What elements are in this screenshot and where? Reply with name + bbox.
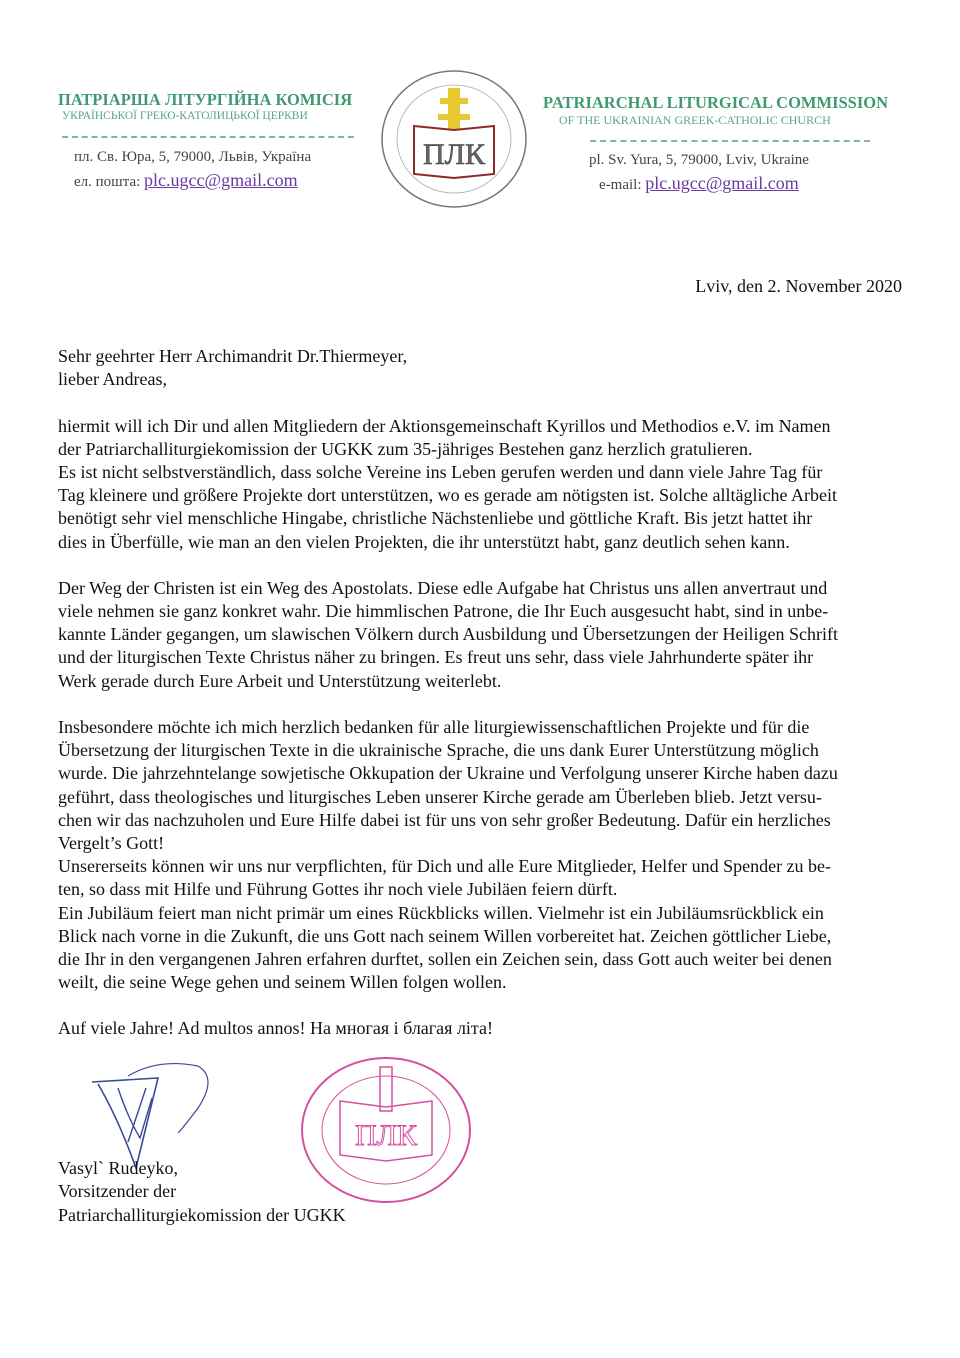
paragraph-gap (58, 994, 918, 1017)
ua-contact (74, 146, 311, 194)
ua-title: ПАТРІАРША ЛІТУРГІЙНА КОМІСІЯ (58, 90, 353, 109)
en-email-label: e-mail: (599, 177, 642, 193)
ua-email-label: ел. пошта: (74, 174, 141, 190)
text-line: der Patriarchalliturgiekomission der UGKK zum 35-jähriges Bestehen ganz herzlich gratulieren. (58, 438, 753, 459)
closing-blessing (58, 1017, 918, 1040)
text-line: Es ist nicht selbstverständlich, dass solche Vereine ins Leben gerufen werden und dann viele Jahre Tag für (58, 461, 823, 482)
text-line: Tag kleinere und größere Projekte dort unterstützen, wo es gerade am nötigsten ist. Solche alltägliche Arbeit (58, 485, 838, 506)
svg-text:ПЛК: ПЛК (422, 138, 486, 171)
svg-text:ПЛК: ПЛК (354, 1119, 418, 1152)
en-subtitle: OF THE UKRAINIAN GREEK-CATHOLIC CHURCH (559, 113, 831, 127)
signer-organization: Patriarchalliturgiekomission der UGKK (58, 1204, 346, 1225)
text-line: Insbesondere möchte ich mich herzlich bedanken für alle liturgiewissenschaftlichen Projekte und für die (58, 717, 810, 737)
text-line: kannte Länder gegangen, um slawischen Völkern durch Ausbildung und Übersetzungen der Heiligen Schrift (58, 624, 838, 645)
text-line: Der Weg der Christen ist ein Weg des Apostolats. Diese edle Aufgabe hat Christus uns allen anvertraut und (58, 577, 828, 598)
text-line: geführt, dass theologisches und liturgisches Leben unserer Kirche gerade am Überleben blieb. Jetzt versu- (58, 786, 822, 807)
text-line: hiermit will ich Dir und allen Mitgliedern der Aktionsgemeinschaft Kyrillos und Methodios e.V. im Namen (58, 415, 831, 436)
text-line: chen wir das nachzuholen und Eure Hilfe dabei ist für uns von sehr großer Bedeutung. Dafür ein herzliches (58, 809, 831, 830)
letter-body (58, 345, 918, 1041)
text-line: Ein Jubiläum feiert man nicht primär um eines Rückblicks willen. Vielmehr ist ein Jubiläumsrückblick ein (58, 902, 824, 923)
en-contact (589, 149, 809, 197)
letterhead-en (543, 93, 888, 128)
text-line: lieber Andreas, (58, 369, 167, 390)
text-line: Blick nach vorne in die Zukunft, die uns Gott nach seinem Willen vorbereitet hat. Zeichen göttlicher Liebe, (58, 925, 832, 946)
text-line: viele nehmen sie ganz konkret wahr. Die himmlischen Patrone, die Ihr Euch ausgesucht habt, sind in unbe- (58, 601, 829, 622)
divider (62, 136, 354, 138)
text-line: Vergelt’s Gott! (58, 832, 165, 853)
en-title: PATRIARCHAL LITURGICAL COMMISSION (543, 93, 889, 112)
letter-date: Lviv, den 2. November 2020 (695, 276, 902, 296)
en-address: pl. Sv. Yura, 5, 79000, Lviv, Ukraine (589, 152, 809, 168)
text-line: ten, so dass mit Hilfe und Führung Gottes ihr noch viele Jubiläen feiern dürft. (58, 879, 618, 900)
signature-block (58, 1157, 346, 1227)
commission-logo-seal (378, 68, 530, 210)
text-line: Sehr geehrter Herr Archimandrit Dr.Thiermeyer, (58, 346, 408, 366)
text-line: Unsererseits können wir uns nur verpflichten, für Dich und alle Eure Mitglieder, Helfer und Spender zu be- (58, 856, 832, 877)
text-line: Auf viele Jahre! Ad multos annos! На многая і благая літа! (58, 1018, 493, 1039)
ua-address: пл. Св. Юра, 5, 79000, Львів, Україна (74, 149, 312, 165)
paragraph-gap (58, 693, 918, 716)
text-line: Übersetzung der liturgischen Texte in die ukrainische Sprache, die uns dank Eurer Unterstützung möglich (58, 740, 819, 761)
ua-subtitle: УКРАЇНСЬКОЇ ГРЕКО-КАТОЛИЦЬКОЇ ЦЕРКВИ (62, 110, 308, 122)
paragraph (58, 577, 918, 693)
text-line: und der liturgischen Texte Christus näher zu bringen. Es freut uns sehr, dass viele Jahrhunderte später ihr (58, 647, 814, 668)
text-line: wurde. Die jahrzehntelange sowjetische Okkupation der Ukraine und Verfolgung unserer Kirche haben dazu (58, 763, 838, 784)
text-line: benötigt sehr viel menschliche Hingabe, christliche Nächstenliebe und göttliche Kraft. Bis jetzt hattet ihr (58, 508, 813, 529)
paragraph-gap (58, 554, 918, 577)
paragraph-gap (58, 391, 918, 414)
paragraph (58, 415, 918, 554)
paragraph (58, 716, 918, 994)
signer-name: Vasyl` Rudeyko, (58, 1158, 178, 1178)
salutation (58, 345, 918, 391)
text-line: dies in Überfülle, wie man an den vielen Projekten, die ihr unterstützt habt, ganz deutlich sehen kann. (58, 531, 790, 552)
divider (590, 140, 870, 142)
text-line: die Ihr in den vergangenen Jahren erfahren durftet, sollen ein Zeichen sein, dass Gott auch weiter bei denen (58, 948, 832, 969)
text-line: weilt, die seine Wege gehen und seinem Willen folgen wollen. (58, 972, 507, 993)
signer-role: Vorsitzender der (58, 1181, 177, 1202)
email-link[interactable]: plc.ugcc@gmail.com (144, 170, 298, 190)
text-line: Werk gerade durch Eure Arbeit und Unterstützung weiterlebt. (58, 670, 502, 691)
email-link[interactable]: plc.ugcc@gmail.com (645, 173, 799, 193)
letterhead-ua (58, 90, 368, 122)
